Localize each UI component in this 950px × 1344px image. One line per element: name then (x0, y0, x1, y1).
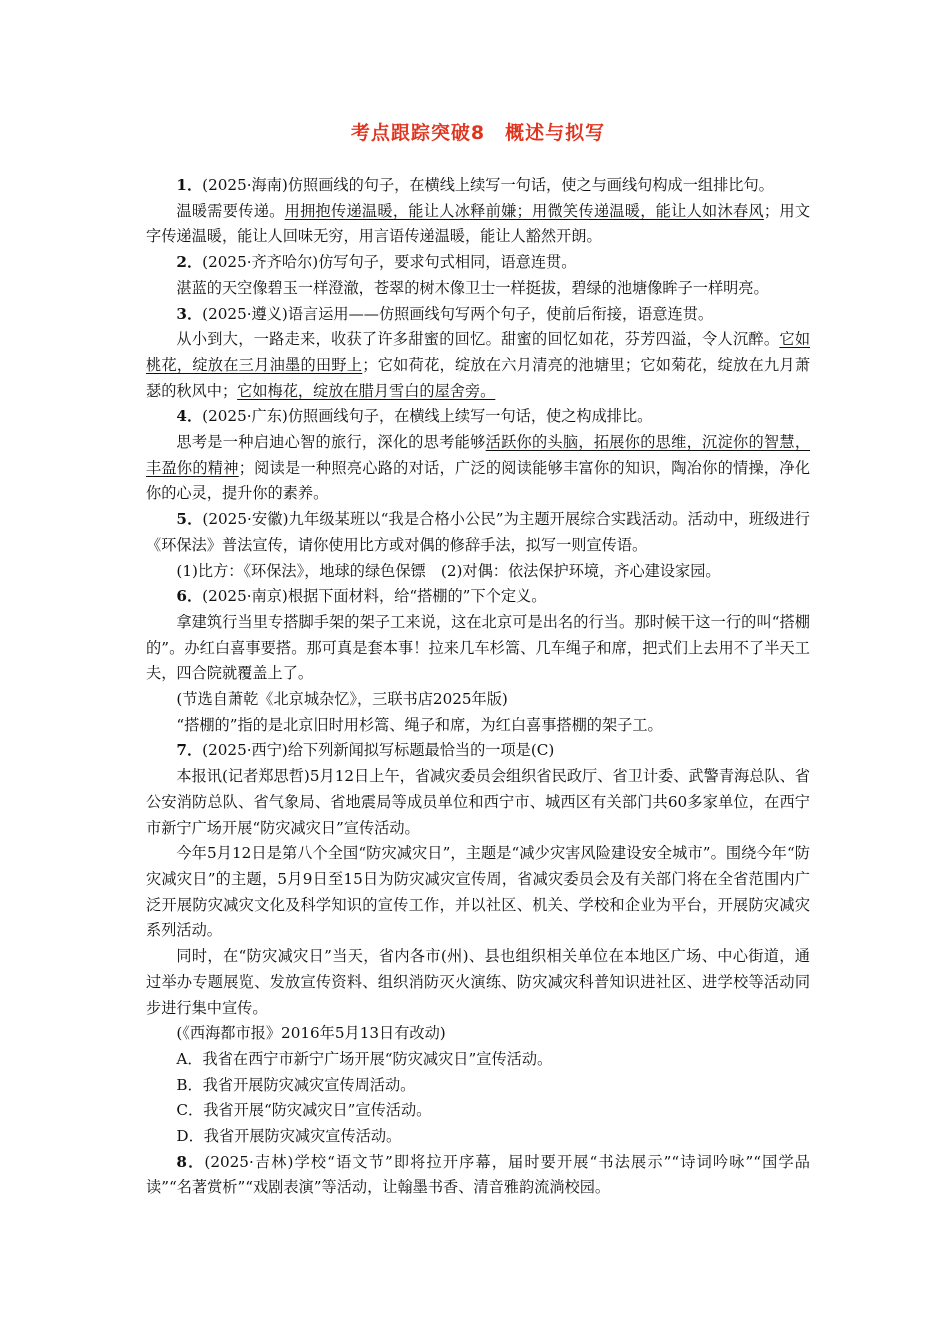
question-2-answer: 湛蓝的天空像碧玉一样澄澈，苍翠的树木像卫士一样挺拔，碧绿的池塘像眸子一样明亮。 (176, 278, 769, 297)
underlined-sentence: 它如桃花，绽放在三月油墨的田野上 (146, 330, 811, 374)
question-1-stem: 1．(2025·海南)仿照画线的句子，在横线上续写一句话，使之与画线句构成一组排比句。 (176, 176, 774, 194)
question-6-stem: 6．(2025·南京)根据下面材料，给“搭棚的”下个定义。 (176, 587, 547, 606)
question-3-stem: 3．(2025·遵义)语言运用——仿照画线句写两个句子，使前后衔接，语意连贯。 (176, 304, 714, 323)
question-4-answer: 思考是一种启迪心智的旅行，深化的思考能够活跃你的头脑，拓展你的思维，沉淀你的智慧，丰盈你的精神；阅读是一种照亮心路的对话，广泛的阅读能够丰富你的知识，陶冶你的情操，净化你的心灵，提升你的素养。 (146, 433, 811, 503)
question-5-answer: (1)比方：《环保法》，地球的绿色保镖 (2)对偶：依法保护环境，齐心建设家园。 (176, 561, 721, 580)
option-c: C．我省开展“防灾减灾日”宣传活动。 (176, 1101, 432, 1120)
question-7-stem: 7．(2025·西宁)给下列新闻拟写标题最恰当的一项是(C) (176, 741, 555, 760)
underlined-sentence: 活跃你的头脑，拓展你的思维，沉淀你的智慧，丰盈你的精神 (146, 433, 811, 477)
question-5-stem: 5．(2025·安徽)九年级某班以“我是合格小公民”为主题开展综合实践活动。活动中，班级进行《环保法》普法宣传，请你使用比方或对偶的修辞手法，拟写一则宣传语。 (146, 510, 810, 554)
page-title: 考点跟踪突破8 概述与拟写 (350, 122, 606, 144)
question-1-answer: 温暖需要传递。用拥抱传递温暖，能让人冰释前嫌；用微笑传递温暖，能让人如沐春风；用文字传递温暖，能让人回味无穷，用言语传递温暖，能让人豁然开朗。 (146, 201, 811, 246)
question-6-material: 拿建筑行当里专搭脚手架的架子工来说，这在北京可是出名的行当。那时候干这一行的叫“搭棚的”。办红白喜事要搭。那可真是套本事！拉来几车杉篙、几车绳子和席，把式们上去用不了半天工夫，四合院就覆盖上了。 (146, 612, 810, 683)
question-4-stem: 4．(2025·广东)仿照画线句子，在横线上续写一句话，使之构成排比。 (176, 407, 653, 426)
question-6-source: (节选自萧乾《北京城杂忆》，三联书店2025年版) (176, 690, 508, 709)
question-7-source: (《西海都市报》2016年5月13日有改动) (176, 1024, 446, 1043)
underlined-sentence: 用拥抱传递温暖，能让人冰释前嫌；用微笑传递温暖，能让人如沐春风 (284, 201, 764, 220)
question-7-paragraph-3: 同时，在“防灾减灾日”当天，省内各市(州)、县也组织相关单位在本地区广场、中心街道，通过举办专题展览、发放宣传资料、组织消防灭火演练、防灾减灾科普知识进社区、进学校等活动同步进行集中宣传。 (146, 947, 810, 1017)
question-7-paragraph-1: 本报讯(记者郑思哲)5月12日上午，省减灾委员会组织省民政厅、省卫计委、武警青海总队、省公安消防总队、省气象局、省地震局等成员单位和西宁市、城西区有关部门共60多家单位，在西宁市新宁广场开展“防灾减灾日”宣传活动。 (146, 767, 810, 837)
document-page (146, 118, 810, 1201)
option-a: A．我省在西宁市新宁广场开展“防灾减灾日”宣传活动。 (176, 1049, 553, 1068)
question-3-answer: 从小到大，一路走来，收获了许多甜蜜的回忆。甜蜜的回忆如花，芬芳四溢，令人沉醉。它如桃花，绽放在三月油墨的田野上；它如荷花，绽放在六月清亮的池塘里；它如菊花，绽放在九月萧瑟的秋风中；它如梅花，绽放在腊月雪白的屋舍旁。 (146, 330, 811, 400)
question-2-stem: 2．(2025·齐齐哈尔)仿写句子，要求句式相同，语意连贯。 (176, 253, 577, 272)
option-d: D．我省开展防灾减灾宣传活动。 (176, 1127, 402, 1146)
question-8-stem: 8．(2025·吉林)学校“语文节”即将拉开序幕，届时要开展“书法展示”“诗词吟咏”“国学品读”“名著赏析”“戏剧表演”等活动，让翰墨书香、清音雅韵流淌校园。 (146, 1152, 810, 1197)
underlined-sentence: 它如梅花，绽放在腊月雪白的屋舍旁。 (237, 381, 496, 400)
question-7-paragraph-2: 今年5月12日是第八个全国“防灾减灾日”，主题是“减少灾害风险建设安全城市”。围绕今年“防灾减灾日”的主题，5月9日至15日为防灾减灾宣传周，省减灾委员会及有关部门将在全省范围内广泛开展防灾减灾文化及科学知识的宣传工作，并以社区、机关、学校和企业为平台，开展防灾减灾系列活动。 (146, 844, 810, 940)
question-6-answer: “搭棚的”指的是北京旧时用杉篙、绳子和席，为红白喜事搭棚的架子工。 (176, 715, 663, 734)
option-b: B．我省开展防灾减灾宣传周活动。 (176, 1075, 416, 1094)
